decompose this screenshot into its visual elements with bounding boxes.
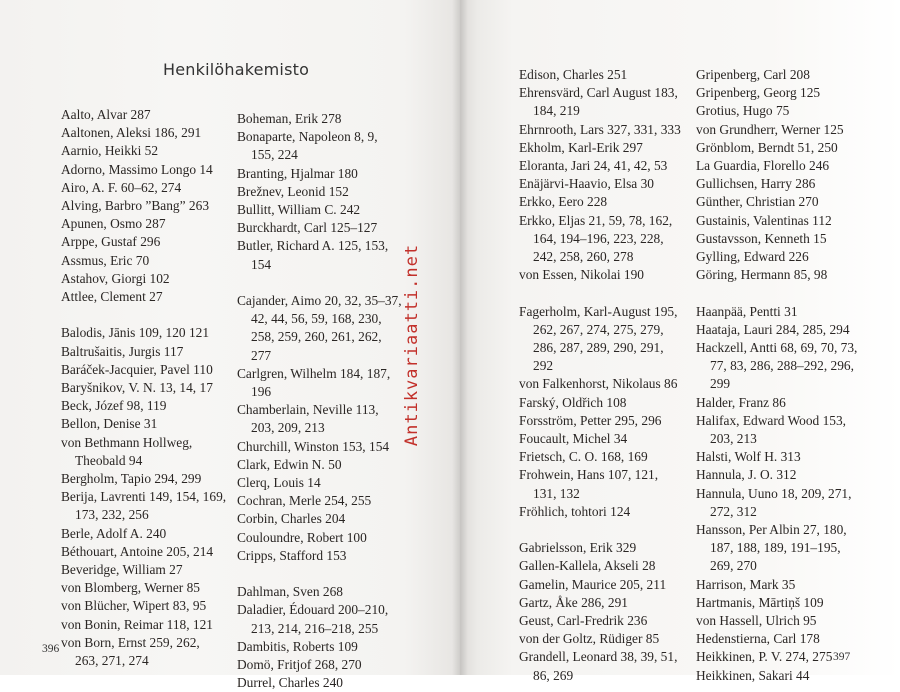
index-entry: Boheman, Erik 278 — [237, 111, 342, 126]
index-entry: Hartmanis, Mārtiņš 109 — [696, 594, 824, 610]
index-entry: Fröhlich, tohtori 124 — [519, 503, 631, 519]
index-entry-continuation: 155, 224 — [251, 147, 298, 163]
index-entry: Erkko, Eljas 21, 59, 78, 162, — [519, 212, 673, 228]
index-entry: Dahlman, Sven 268 — [237, 584, 343, 600]
letter-gap — [237, 565, 402, 583]
letter-gap — [696, 284, 857, 302]
index-entry: von Born, Ernst 259, 262, — [61, 634, 200, 650]
index-entry: Butler, Richard A. 125, 153, — [237, 238, 389, 254]
index-entry: Dambitis, Roberts 109 — [237, 638, 358, 654]
index-entry: von Grundherr, Werner 125 — [696, 121, 844, 137]
index-entry: Alving, Barbro ”Bang” 263 — [61, 198, 210, 214]
index-entry: Bonaparte, Napoleon 8, 9, — [237, 129, 378, 145]
index-entry: Enäjärvi-Haavio, Elsa 30 — [519, 176, 654, 192]
page-number-left: 396 — [42, 643, 60, 655]
index-entry-continuation: 269, 270 — [710, 558, 757, 574]
index-entry: von Blücher, Wipert 83, 95 — [61, 598, 207, 614]
index-entry: von der Goltz, Rüdiger 85 — [519, 631, 660, 647]
index-entry: Gripenberg, Georg 125 — [696, 85, 821, 101]
index-entry: Forsström, Petter 295, 296 — [519, 412, 662, 428]
index-entry: Clerq, Louis 14 — [237, 475, 321, 491]
index-entry: Gullichsen, Harry 286 — [696, 176, 816, 192]
index-entry: Gartz, Åke 286, 291 — [519, 594, 628, 610]
index-entry-continuation: 196 — [251, 384, 272, 400]
index-entry: Heikkinen, Sakari 44 — [696, 667, 810, 683]
index-entry: Frietsch, C. O. 168, 169 — [519, 449, 648, 465]
index-entry: Churchill, Winston 153, 154 — [237, 438, 390, 454]
index-entry-continuation: 286, 287, 289, 290, 291, — [533, 340, 664, 356]
index-entry-continuation: 299 — [710, 376, 731, 392]
index-entry: Bellon, Denise 31 — [61, 416, 158, 432]
index-entry: Cripps, Stafford 153 — [237, 547, 347, 563]
index-column-4 — [696, 66, 857, 685]
index-entry: Brežnev, Leonid 152 — [237, 183, 349, 199]
letter-gap — [237, 274, 402, 292]
index-entry: Aalto, Alvar 287 — [61, 107, 151, 122]
index-entry: Berle, Adolf A. 240 — [61, 525, 167, 541]
index-entry: Hedenstierna, Carl 178 — [696, 631, 820, 647]
index-entry: Halifax, Edward Wood 153, — [696, 412, 847, 428]
index-entry: Gustainis, Valentinas 112 — [696, 212, 832, 228]
index-entry: Durrel, Charles 240 — [237, 675, 343, 691]
index-entry: Gallen-Kallela, Akseli 28 — [519, 558, 656, 574]
index-entry-continuation: Theobald 94 — [75, 452, 143, 468]
index-entry: Ehrensvärd, Carl August 183, — [519, 85, 678, 101]
page-number-right: 397 — [833, 651, 851, 663]
index-entry: Erkko, Eero 228 — [519, 194, 608, 210]
index-entry-continuation: 86, 269 — [533, 667, 574, 683]
index-entry-continuation: 173, 232, 256 — [75, 507, 149, 523]
index-entry: Foucault, Michel 34 — [519, 431, 628, 447]
index-entry: Branting, Hjalmar 180 — [237, 165, 358, 181]
index-entry: Ekholm, Karl-Erik 297 — [519, 139, 643, 155]
index-entry-continuation: 263, 271, 274 — [75, 653, 149, 669]
index-entry: Ehrnrooth, Lars 327, 331, 333 — [519, 121, 681, 137]
index-entry: Corbin, Charles 204 — [237, 511, 346, 527]
index-entry: Berija, Lavrenti 149, 154, 169, — [61, 489, 227, 505]
index-entry: von Hassell, Ulrich 95 — [696, 613, 817, 629]
index-heading: Henkilöhakemisto — [163, 60, 310, 79]
index-entry: Halder, Franz 86 — [696, 394, 786, 410]
index-entry: Clark, Edwin N. 50 — [237, 456, 342, 472]
index-entry: Gripenberg, Carl 208 — [696, 67, 810, 82]
index-entry: Haataja, Lauri 284, 285, 294 — [696, 321, 850, 337]
index-entry: von Blomberg, Werner 85 — [61, 580, 201, 596]
index-entry: Fagerholm, Karl-August 195, — [519, 303, 678, 319]
index-entry: Gustavsson, Kenneth 15 — [696, 230, 827, 246]
index-entry-continuation: 292 — [533, 358, 554, 374]
index-entry: Grönblom, Berndt 51, 250 — [696, 139, 838, 155]
index-entry: Astahov, Giorgi 102 — [61, 270, 170, 286]
index-entry-continuation: 131, 132 — [533, 485, 580, 501]
index-entry-continuation: 262, 267, 274, 275, 279, — [533, 321, 664, 337]
watermark: Antikvariaatti.net — [402, 243, 422, 447]
index-entry-continuation: 184, 219 — [533, 103, 580, 119]
index-entry-continuation: 272, 312 — [710, 503, 757, 519]
index-entry: von Bonin, Reimar 118, 121 — [61, 616, 213, 632]
index-entry: Hannula, J. O. 312 — [696, 467, 797, 483]
index-column-1 — [61, 106, 226, 670]
index-entry-continuation: 213, 214, 216–218, 255 — [251, 620, 379, 636]
index-entry: Haanpää, Pentti 31 — [696, 303, 798, 319]
index-entry: Günther, Christian 270 — [696, 194, 819, 210]
index-entry: Aarnio, Heikki 52 — [61, 143, 159, 159]
index-entry: Geust, Carl-Fredrik 236 — [519, 613, 648, 629]
index-entry-continuation: 77, 83, 286, 288–292, 296, — [710, 358, 854, 374]
index-entry: Adorno, Massimo Longo 14 — [61, 161, 213, 177]
index-entry: Attlee, Clement 27 — [61, 289, 163, 305]
index-entry: La Guardia, Florello 246 — [696, 158, 830, 174]
index-entry-continuation: 203, 213 — [710, 431, 757, 447]
index-entry: Göring, Hermann 85, 98 — [696, 267, 828, 283]
index-entry: Heikkinen, P. V. 274, 275 — [696, 649, 833, 665]
index-entry: Halsti, Wolf H. 313 — [696, 449, 801, 465]
index-entry: Grotius, Hugo 75 — [696, 103, 790, 119]
index-entry-continuation: 164, 194–196, 223, 228, — [533, 230, 664, 246]
index-entry: Beveridge, William 27 — [61, 562, 183, 578]
letter-gap — [519, 284, 681, 302]
index-entry-continuation: 203, 209, 213 — [251, 420, 325, 436]
index-entry: Burckhardt, Carl 125–127 — [237, 220, 378, 236]
index-entry: Frohwein, Hans 107, 121, — [519, 467, 659, 483]
index-entry: Aaltonen, Aleksi 186, 291 — [61, 125, 202, 141]
index-entry: Béthouart, Antoine 205, 214 — [61, 543, 214, 559]
index-entry: Apunen, Osmo 287 — [61, 216, 166, 232]
index-entry: von Essen, Nikolai 190 — [519, 267, 644, 283]
index-entry: Farský, Oldřich 108 — [519, 394, 627, 410]
index-entry: Harrison, Mark 35 — [696, 576, 796, 592]
index-entry: Baryšnikov, V. N. 13, 14, 17 — [61, 380, 213, 396]
index-entry: Airo, A. F. 60–62, 274 — [61, 179, 182, 195]
index-entry: von Falkenhorst, Nikolaus 86 — [519, 376, 678, 392]
index-entry-continuation: 42, 44, 56, 59, 168, 230, — [251, 311, 382, 327]
letter-gap — [519, 521, 681, 539]
index-entry: Assmus, Eric 70 — [61, 252, 150, 268]
index-entry: Beck, Józef 98, 119 — [61, 398, 167, 414]
index-entry-continuation: 258, 259, 260, 261, 262, — [251, 329, 382, 345]
index-entry: Daladier, Édouard 200–210, — [237, 602, 389, 618]
index-entry-continuation: 154 — [251, 256, 272, 272]
index-entry: Edison, Charles 251 — [519, 67, 628, 82]
index-entry: Arppe, Gustaf 296 — [61, 234, 161, 250]
index-entry: Carlgren, Wilhelm 184, 187, — [237, 365, 391, 381]
index-entry: Cochran, Merle 254, 255 — [237, 493, 372, 509]
index-entry-continuation: 242, 258, 260, 278 — [533, 249, 634, 265]
index-entry: Gamelin, Maurice 205, 211 — [519, 576, 667, 592]
index-entry: Hackzell, Antti 68, 69, 70, 73, — [696, 340, 858, 356]
index-entry: Bullitt, William C. 242 — [237, 202, 361, 218]
index-entry: Balodis, Jānis 109, 120 121 — [61, 325, 210, 341]
index-entry: Gylling, Edward 226 — [696, 249, 809, 265]
index-entry: Baráček-Jacquier, Pavel 110 — [61, 361, 213, 377]
index-entry: Gabrielsson, Erik 329 — [519, 540, 637, 556]
index-entry: Domö, Fritjof 268, 270 — [237, 657, 362, 673]
index-entry: von Bethmann Hollweg, — [61, 434, 193, 450]
index-column-3 — [519, 66, 681, 685]
index-entry: Couloundre, Robert 100 — [237, 529, 367, 545]
index-entry: Baltrušaitis, Jurgis 117 — [61, 343, 184, 359]
book-gutter — [452, 0, 468, 675]
letter-gap — [61, 306, 226, 324]
index-entry-continuation: 277 — [251, 347, 272, 363]
index-entry-continuation: 187, 188, 189, 191–195, — [710, 540, 841, 556]
index-entry: Cajander, Aimo 20, 32, 35–37, — [237, 293, 402, 309]
index-entry: Chamberlain, Neville 113, — [237, 402, 379, 418]
index-entry: Hannula, Uuno 18, 209, 271, — [696, 485, 852, 501]
index-column-2 — [237, 110, 402, 692]
index-entry: Grandell, Leonard 38, 39, 51, — [519, 649, 678, 665]
index-entry: Eloranta, Jari 24, 41, 42, 53 — [519, 158, 668, 174]
index-entry: Hansson, Per Albin 27, 180, — [696, 522, 847, 538]
index-entry: Bergholm, Tapio 294, 299 — [61, 471, 202, 487]
